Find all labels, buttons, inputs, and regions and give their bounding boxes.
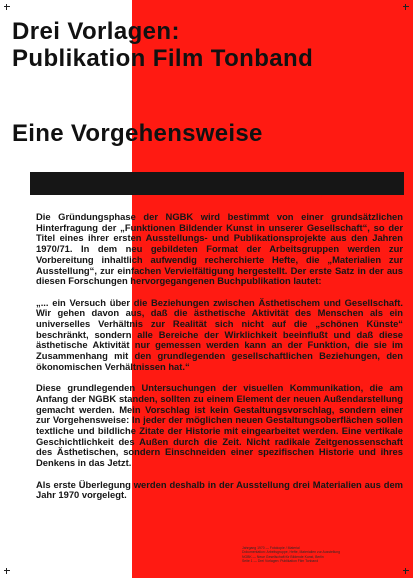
black-bar-divider [30, 172, 404, 195]
crop-mark-top-right-icon [403, 4, 409, 10]
footnote-line: NGBK — Neue Gesellschaft für Bildende Kunst, Berlin [242, 554, 324, 559]
footnote-line: Seite 1 — Drei Vorlagen: Publikation Film Tonband [242, 559, 319, 564]
body-text [36, 212, 403, 501]
crop-mark-top-left-icon [4, 4, 10, 10]
paragraph-proposal: Diese grundlegenden Untersuchungen der visuellen Kommunikation, die am Anfang der NGBK standen, sollten zu einem Element der neuen Außendarstellung gemacht werden. Mein Vorschlag ist kein Gestaltungsvorschlag, sondern einer zur Vorgehensweise: In jeder der möglichen neuen Gestaltungsoberflächen sollen textliche und bildliche Zitate der Historie mit eingearbeitet werden. Eine vertikale Geschichtlichkeit des Außen durch die Zeit. Nicht radikale Zeitgenossenschaft des Ästhetischen, sondern Einschneiden einer spezifischen Historie und ihres Denkens in das Jetzt. [36, 382, 403, 469]
title-line-2: Publikation Film Tonband [12, 45, 314, 72]
paragraph-conclusion: Als erste Überlegung werden deshalb in der Ausstellung drei Materialien aus dem Jahr 1970 vorgelegt. [36, 478, 403, 501]
footnote-line: Dokumentation: Arbeitsgruppe, Hefte, Materialien zur Ausstellung [242, 550, 341, 555]
footnote-line: Jahrgang 1970 — Fotokopie / Material [242, 546, 300, 550]
footnote [242, 546, 402, 564]
paragraph-quote: „... ein Versuch über die Beziehungen zwischen Ästhetischem und Gesellschaft. Wir gehen davon aus, daß die ästhetische Aktivität des Menschen als ein universelles Verhältnis zur Realität sich nicht auf die „schönen Künste“ beschränkt, sondern alle Bereiche der Wirklichkeit beeinflußt und daß diese ästhetische Aktivität nur gemessen werden kann an der Funktion, die sie im Zusammenhang mit den grundlegenden gesellschaftlichen Beziehungen, den ökonomischen Verhältnissen hat.“ [36, 296, 403, 372]
title-line-1: Drei Vorlagen: [12, 18, 180, 45]
paragraph-intro: Die Gründungsphase der NGBK wird bestimmt von einer grundsätzlichen Hinterfragung der „Funktionen Bildender Kunst in unserer Gesellschaft“, so der Titel eines ihrer ersten Ausstellungs- und Publikationsprojekte aus den Jahren 1970/71. In dem neu gebildeten Format der Arbeitsgruppen werden zur Vorbereitung inhaltlich aufwendig recherchierte Hefte, die „Materialien zur Ausstellung“, zur einfachen Vervielfältigung hergestellt. Der erste Satz in der aus diesen Forschungen hervorgegangenen Buchpublikation lautet: [36, 211, 403, 287]
crop-mark-bottom-right-icon [403, 568, 409, 574]
poster-title [12, 18, 313, 72]
crop-mark-bottom-left-icon [4, 568, 10, 574]
poster-subtitle: Eine Vorgehensweise [12, 120, 263, 147]
